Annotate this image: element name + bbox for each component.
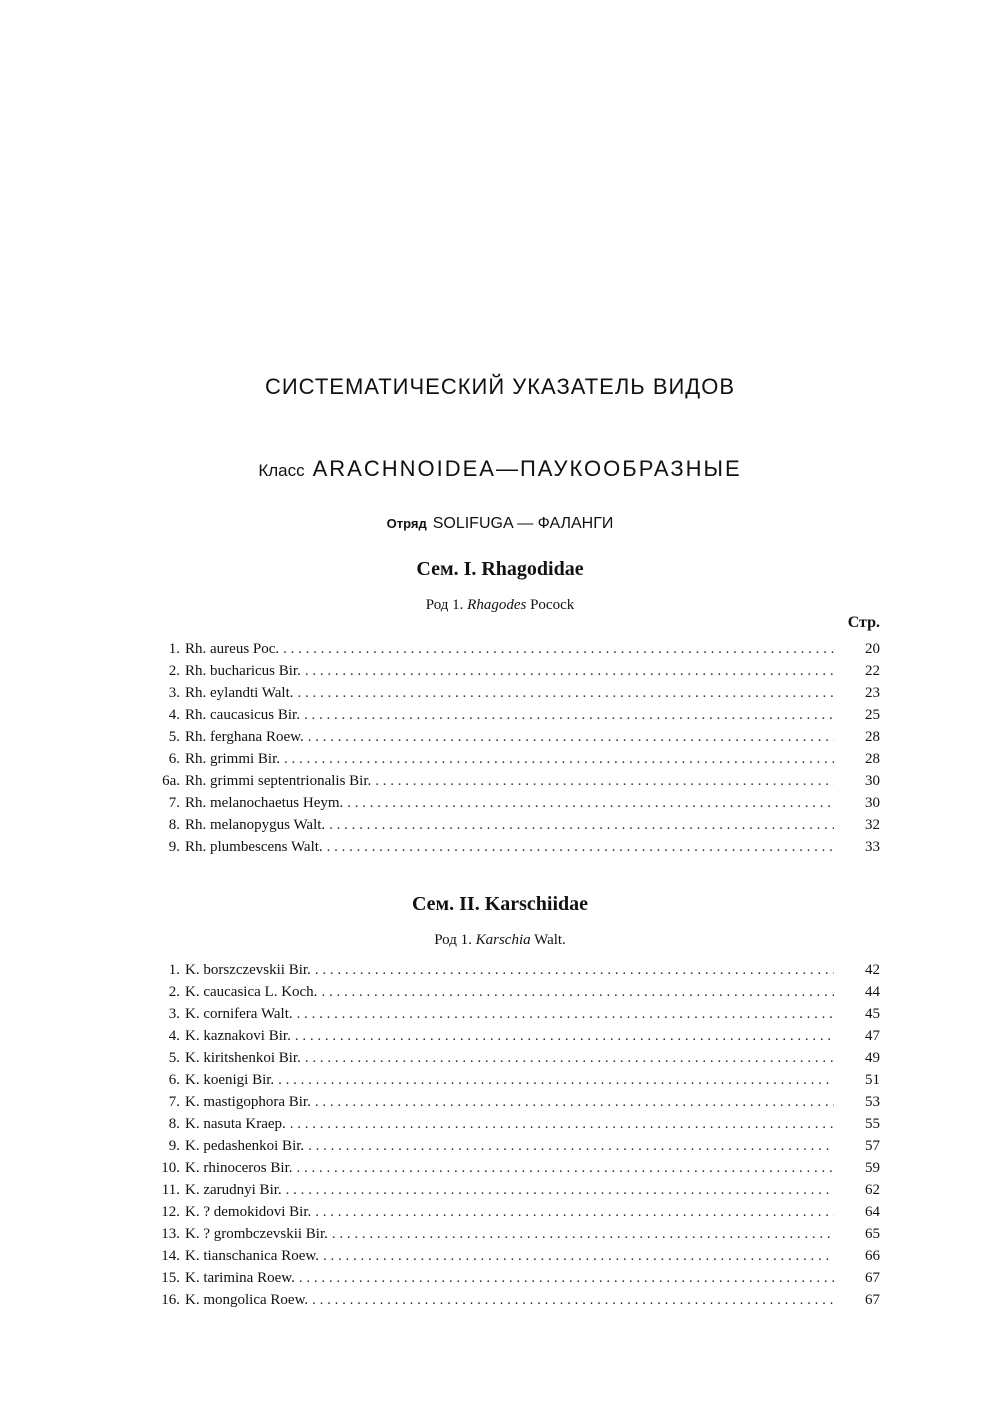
dot-leader: [298, 683, 834, 704]
page-number: 62: [865, 1182, 880, 1198]
page-number: 33: [865, 839, 880, 855]
dot-leader: [308, 1136, 834, 1157]
dot-leader: [290, 1114, 834, 1135]
page-number: 55: [865, 1116, 880, 1132]
species-number: 10.: [161, 1160, 180, 1176]
species-name: K. mastigophora Bir.: [185, 1094, 311, 1110]
class-heading: [0, 456, 1000, 482]
species-number: 1.: [168, 641, 180, 657]
species-name: Rh. eylandti Walt.: [185, 685, 294, 701]
species-name: K. borszczevskii Bir.: [185, 962, 311, 978]
genus-name: Karschia: [475, 932, 531, 948]
list-item: [150, 705, 880, 726]
list-item: [150, 683, 880, 704]
page-number: 30: [865, 773, 880, 789]
dot-leader: [308, 727, 834, 748]
list-item: [150, 982, 880, 1003]
genus-author: Walt.: [534, 932, 566, 948]
dot-leader: [375, 771, 834, 792]
page-number: 53: [865, 1094, 880, 1110]
dot-leader: [296, 1158, 834, 1179]
species-number: 15.: [161, 1270, 180, 1286]
list-item: [150, 1114, 880, 1135]
page-number: 45: [865, 1006, 880, 1022]
list-item: [150, 1048, 880, 1069]
page-number: 44: [865, 984, 880, 1000]
species-name: Rh. melanopygus Walt.: [185, 817, 326, 833]
species-name: Rh. melanochaetus Heym.: [185, 795, 344, 811]
species-number: 3.: [168, 685, 180, 701]
dot-leader: [304, 705, 834, 726]
page-number: 67: [865, 1292, 880, 1308]
page-column-header: Стр.: [847, 614, 880, 631]
page-number: 23: [865, 685, 880, 701]
page-number: 51: [865, 1072, 880, 1088]
species-number: 3.: [168, 1006, 180, 1022]
dot-leader: [297, 1004, 834, 1025]
dot-leader: [286, 1180, 834, 1201]
species-number: 2.: [168, 663, 180, 679]
list-item: [150, 815, 880, 836]
list-item: [150, 960, 880, 981]
genus-heading: [0, 597, 1000, 614]
list-item: [150, 837, 880, 858]
species-number: 6.: [168, 751, 180, 767]
page-number: 59: [865, 1160, 880, 1176]
dot-leader: [305, 1048, 834, 1069]
species-name: K. caucasica L. Koch.: [185, 984, 318, 1000]
list-item: [150, 1092, 880, 1113]
species-name: K. mongolica Roew.: [185, 1292, 309, 1308]
list-item: [150, 1070, 880, 1091]
page-number: 25: [865, 707, 880, 723]
page-title: СИСТЕМАТИЧЕСКИЙ УКАЗАТЕЛЬ ВИДОВ: [264, 374, 735, 399]
order-heading: [0, 515, 1000, 533]
species-number: 1.: [168, 962, 180, 978]
species-number: 8.: [168, 1116, 180, 1132]
page-number: 49: [865, 1050, 880, 1066]
page-number: 65: [865, 1226, 880, 1242]
list-item: [150, 1202, 880, 1223]
species-number: 16.: [161, 1292, 180, 1308]
dot-leader: [284, 749, 834, 770]
species-number: 4.: [168, 707, 180, 723]
page-number: 57: [865, 1138, 880, 1154]
species-number: 6.: [168, 1072, 180, 1088]
species-name: K. kiritshenkoi Bir.: [185, 1050, 301, 1066]
dot-leader: [312, 1290, 834, 1311]
species-number: 2.: [168, 984, 180, 1000]
page-number: 42: [865, 962, 880, 978]
species-name: K. koenigi Bir.: [185, 1072, 275, 1088]
species-name: K. cornifera Walt.: [185, 1006, 293, 1022]
page-number: 66: [865, 1248, 880, 1264]
species-name: K. zarudnyi Bir.: [185, 1182, 282, 1198]
list-item: [150, 1268, 880, 1289]
class-label: Класс: [258, 461, 305, 480]
species-name: K. ? grombczevskii Bir.: [185, 1226, 328, 1242]
species-name: Rh. ferghana Roew.: [185, 729, 304, 745]
list-item: [150, 1180, 880, 1201]
list-item: [150, 639, 880, 660]
page-number: 47: [865, 1028, 880, 1044]
genus-name: Rhagodes: [467, 597, 527, 613]
page-number: 64: [865, 1204, 880, 1220]
species-name: Rh. caucasicus Bir.: [185, 707, 300, 723]
dot-leader: [305, 661, 834, 682]
genus-prefix: Род 1.: [425, 597, 464, 613]
list-item: [150, 1246, 880, 1267]
page-number: 22: [865, 663, 880, 679]
list-item: [150, 749, 880, 770]
species-number: 13.: [161, 1226, 180, 1242]
species-name: Rh. grimmi Bir.: [185, 751, 281, 767]
species-number: 9.: [168, 839, 180, 855]
dot-leader: [315, 1202, 834, 1223]
species-name: Rh. bucharicus Bir.: [185, 663, 301, 679]
list-item: [150, 1224, 880, 1245]
list-item: [150, 1136, 880, 1157]
page-number: 28: [865, 751, 880, 767]
dot-leader: [299, 1268, 834, 1289]
species-name: K. rhinoceros Bir.: [185, 1160, 293, 1176]
dot-leader: [321, 982, 834, 1003]
list-item: [150, 1158, 880, 1179]
species-number: 8.: [168, 817, 180, 833]
list-item: [150, 793, 880, 814]
list-item: [150, 1026, 880, 1047]
species-number: 5.: [168, 1050, 180, 1066]
species-name: K. pedashenkoi Bir.: [185, 1138, 305, 1154]
family-heading: Сем. I. Rhagodidae: [416, 558, 584, 580]
species-number: 14.: [161, 1248, 180, 1264]
species-name: K. nasuta Kraep.: [185, 1116, 286, 1132]
species-name: K. tianschanica Roew.: [185, 1248, 319, 1264]
family-heading: Сем. II. Karschiidae: [411, 893, 589, 915]
dot-leader: [327, 837, 834, 858]
class-name: ARACHNOIDEA—ПАУКООБРАЗНЫЕ: [312, 456, 742, 481]
species-number: 4.: [168, 1028, 180, 1044]
species-name: K. kaznakovi Bir.: [185, 1028, 291, 1044]
page-number: 28: [865, 729, 880, 745]
list-item: [150, 661, 880, 682]
dot-leader: [329, 815, 834, 836]
order-label: Отряд: [386, 516, 427, 531]
species-name: Rh. grimmi septentrionalis Bir.: [185, 773, 372, 789]
dot-leader: [283, 639, 834, 660]
genus-heading: [0, 932, 1000, 949]
species-number: 11.: [161, 1182, 180, 1198]
species-number: 6a.: [162, 773, 180, 789]
species-number: 9.: [168, 1138, 180, 1154]
dot-leader: [315, 960, 834, 981]
species-number: 5.: [168, 729, 180, 745]
dot-leader: [315, 1092, 834, 1113]
species-name: Rh. plumbescens Walt.: [185, 839, 323, 855]
species-name: K. tarimina Roew.: [185, 1270, 295, 1286]
genus-author: Pocock: [530, 597, 575, 613]
page-number: 20: [865, 641, 880, 657]
species-number: 12.: [161, 1204, 180, 1220]
list-item: [150, 771, 880, 792]
species-number: 7.: [168, 1094, 180, 1110]
page-number: 30: [865, 795, 880, 811]
order-name: SOLIFUGA — ФАЛАНГИ: [432, 515, 614, 532]
dot-leader: [295, 1026, 834, 1047]
species-name: K. ? demokidovi Bir.: [185, 1204, 312, 1220]
list-item: [150, 1004, 880, 1025]
list-item: [150, 1290, 880, 1311]
genus-prefix: Род 1.: [434, 932, 472, 948]
dot-leader: [323, 1246, 834, 1267]
species-number: 7.: [168, 795, 180, 811]
list-item: [150, 727, 880, 748]
dot-leader: [278, 1070, 834, 1091]
dot-leader: [332, 1224, 834, 1245]
species-name: Rh. aureus Poc.: [185, 641, 280, 657]
page-number: 32: [865, 817, 880, 833]
page-number: 67: [865, 1270, 880, 1286]
dot-leader: [347, 793, 834, 814]
